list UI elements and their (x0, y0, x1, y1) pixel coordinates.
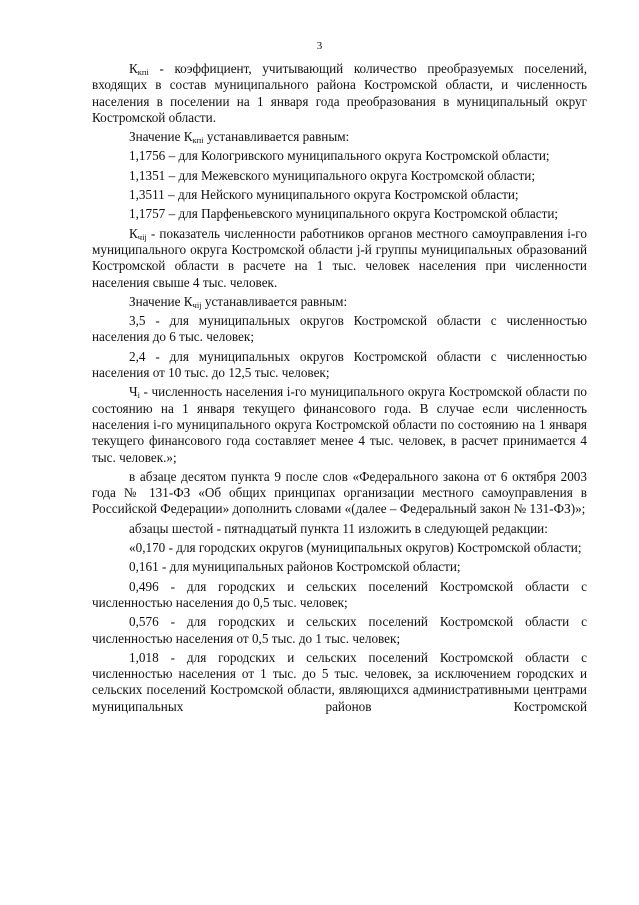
paragraph-value-1-018: 1,018 - для городских и сельских поселений Костромской области с численностью населения от 1 тыс. до 5 тыс. человек, за исключением городских и сельских поселений Костромской области, являющихся административными центрами муниципальных районов Костромской (92, 649, 587, 714)
paragraph-value-2-4: 2,4 - для муниципальных округов Костромской области с численностью населения от 10 тыс. до 12,5 тыс. человек; (92, 348, 587, 381)
paragraph-value-0-496: 0,496 - для городских и сельских поселений Костромской области с численностью населения до 0,5 тыс. человек; (92, 578, 587, 610)
paragraph-value-3-5: 3,5 - для муниципальных округов Костромской области с численностью населения до 6 тыс. человек; (92, 313, 587, 345)
paragraph-chi-definition: $Ч_і$ - численность населения i-го муниципального округа Костромской области по состоянию на 1 января текущего финансового года. В случае если численность населения i-го муниципального округа Костромской области по состоянию на 1 января текущего финансового года составляет менее 4 тыс. человек, в расчет принимается 4 тыс. человек.»; (92, 384, 587, 465)
paragraph-amendment-point-11: абзацы шестой - пятнадцатый пункта 11 изложить в следующей редакции: (129, 520, 548, 536)
paragraph-neya: 1,3511 – для Нейского муниципального округа Костромской области; (129, 187, 519, 203)
paragraph-parfenyevo: 1,1757 – для Парфеньевского муниципального округа Костромской области; (129, 206, 559, 222)
paragraph-value-0-576: 0,576 - для городских и сельских поселений Костромской области с численностью населения от 0,5 тыс. до 1 тыс. человек; (92, 614, 587, 646)
page-number: 3 (316, 40, 323, 52)
paragraph-amendment-point-9: в абзаце десятом пункта 9 после слов «Федерального закона от 6 октября 2003 года № 131-ФЗ «Об общих принципах организации местного самоуправления в Российской Федерации» дополнить словами «(далее – Федеральный закон № 131-ФЗ)»; (92, 468, 587, 517)
document-body (92, 61, 587, 715)
paragraph-kkpi-definition: $К_{кпі}$ - коэффициент, учитывающий количество преобразуемых поселений, входящих в состав муниципального района Костромской области, и численность населения в поселении на 1 января года преобразования в муниципальный округ Костромской области. (92, 61, 587, 125)
paragraph-kchij-definition: $К_{чіј}$ - показатель численности работников органов местного самоуправления i-го муниципального округа Костромской области j-й группы муниципальных образований Костромской области в расчете на 1 тыс. человек населения при численности населения свыше 4 тыс. человек. (92, 225, 587, 290)
paragraph-kologriv: 1,1756 – для Кологривского муниципального округа Костромской области; (129, 148, 550, 164)
paragraph-kkpi-values-intro: Значение $К_{кпі}$ устанавливается равным: (129, 129, 350, 146)
paragraph-value-0-161: 0,161 - для муниципальных районов Костромской области; (129, 559, 461, 575)
paragraph-mezha: 1,1351 – для Межевского муниципального округа Костромской области; (129, 167, 535, 183)
paragraph-kchij-values-intro: Значение $К_{чіј}$ устанавливается равным: (129, 293, 348, 310)
paragraph-value-0-170: «0,170 - для городских округов (муниципальных округов) Костромской области; (129, 540, 582, 556)
